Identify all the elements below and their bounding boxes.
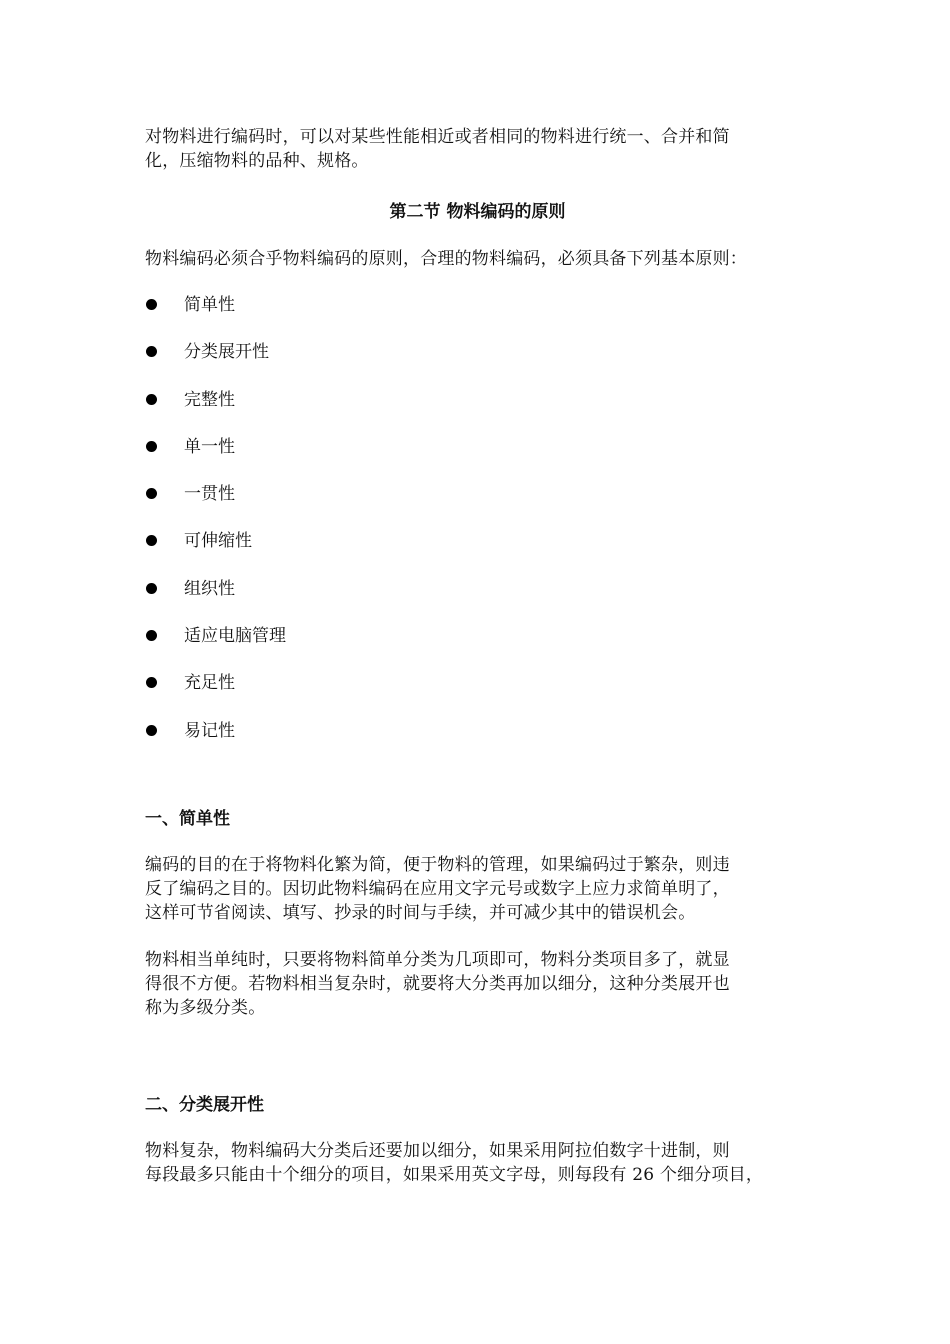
list-item-label: 易记性 [184, 720, 235, 741]
bullet-icon [146, 725, 157, 736]
list-item [145, 529, 810, 553]
intro-paragraph: 物料编码必须合乎物料编码的原则，合理的物料编码，必须具备下列基本原则： [145, 249, 747, 269]
text-line: 这样可节省阅读、填写、抄录的时间与手续，并可减少其中的错误机会。 [145, 902, 696, 923]
body-paragraph [145, 948, 810, 1020]
opening-paragraph [145, 125, 810, 173]
bullet-icon [146, 677, 157, 688]
bullet-icon [146, 535, 157, 546]
list-item [145, 435, 810, 459]
principles-list [145, 293, 810, 743]
list-item-label: 充足性 [184, 673, 235, 694]
subsection-title-classification: 二、分类展开性 [145, 1094, 264, 1115]
list-item-label: 简单性 [184, 295, 235, 315]
list-item [145, 624, 810, 648]
bullet-icon [146, 394, 157, 405]
text-line: 对物料进行编码时，可以对某些性能相近或者相同的物料进行统一、合并和简 [145, 127, 730, 147]
section-title: 第二节 物料编码的原则 [389, 202, 566, 222]
body-paragraph [145, 1139, 810, 1187]
subsection-title-simplicity: 一、简单性 [145, 808, 230, 829]
list-item-label: 一贯性 [184, 484, 235, 505]
bullet-icon [146, 630, 157, 641]
bullet-icon [146, 299, 157, 310]
text-line: 每段最多只能由十个细分的项目，如果采用英文字母，则每段有 26 个细分项目， [145, 1164, 764, 1185]
document-body [145, 125, 810, 1187]
text-line: 物料复杂，物料编码大分类后还要加以细分，如果采用阿拉伯数字十进制，则 [145, 1140, 730, 1161]
list-item [145, 482, 810, 506]
text-line: 物料相当单纯时，只要将物料简单分类为几项即可，物料分类项目多了，就显 [145, 949, 730, 970]
list-item [145, 719, 810, 743]
bullet-icon [146, 346, 157, 357]
list-item-label: 组织性 [184, 578, 235, 599]
list-item-label: 单一性 [184, 436, 235, 457]
bullet-icon [146, 583, 157, 594]
list-item [145, 293, 810, 317]
list-item [145, 577, 810, 601]
list-item-label: 分类展开性 [184, 342, 269, 363]
text-line: 编码的目的在于将物料化繁为简，便于物料的管理，如果编码过于繁杂，则违 [145, 854, 730, 875]
list-item-label: 完整性 [184, 389, 235, 410]
text-line: 得很不方便。若物料相当复杂时，就要将大分类再加以细分，这种分类展开也 [145, 973, 730, 994]
bullet-icon [146, 488, 157, 499]
list-item-label: 可伸缩性 [184, 531, 252, 552]
bullet-icon [146, 441, 157, 452]
list-item [145, 671, 810, 695]
body-paragraph [145, 853, 810, 925]
text-line: 化，压缩物料的品种、规格。 [145, 151, 369, 171]
list-item [145, 388, 810, 412]
text-line: 反了编码之目的。因切此物料编码在应用文字元号或数字上应力求简单明了， [145, 878, 730, 899]
list-item [145, 340, 810, 364]
text-line: 称为多级分类。 [145, 997, 266, 1018]
list-item-label: 适应电脑管理 [184, 626, 286, 647]
